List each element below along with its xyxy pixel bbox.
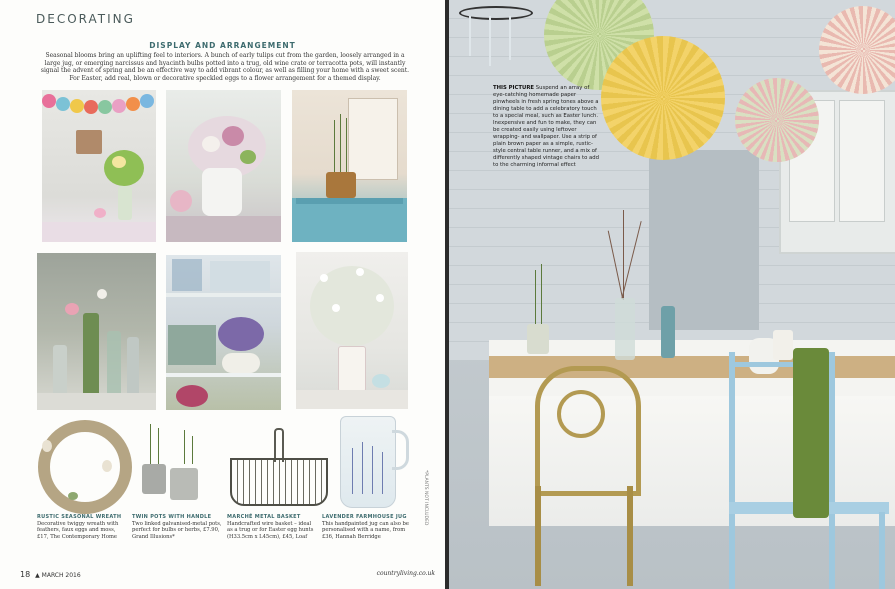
caption-jug-title: LAVENDER FARMHOUSE JUG [322, 514, 407, 520]
product-wreath-image [38, 420, 124, 504]
gilt-chair [535, 366, 635, 589]
photo-garland-bouquet [42, 90, 156, 242]
section-title: DECORATING [36, 12, 135, 26]
paper-fan-floral [735, 78, 819, 162]
caption-basket-text: Handcrafted wire basket – ideal as a trug or for Easter egg hunts (H33.5cm x L45cm), £45, Loaf [227, 520, 314, 540]
intro-paragraph: Seasonal blooms bring an uplifting feel to interiors. A bunch of early tulips cut from the garden, loosely arranged in a large jug, or emerging narcissus and hyacinth bulbs potted into a trug, old wine crate or terracotta pots, will instantly signal the advent of spring and be an effective way to add vibrant colour, as well as filling your home with a sweet scent. For Easter, add real, blown or decorative speckled eggs to a flower arrangement for a themed display. [40, 52, 410, 82]
right-page-photo [449, 0, 895, 589]
photo-caption [493, 85, 601, 169]
caption-twin-pots [132, 514, 222, 540]
issue-date: MARCH 2016 [41, 572, 81, 579]
photo-glass-bottles [37, 253, 156, 410]
caption-wreath-title: RUSTIC SEASONAL WREATH [37, 514, 122, 520]
caption-jug [322, 514, 412, 540]
photo-crate-narcissus [292, 90, 407, 242]
caption-lead: THIS PICTURE [493, 85, 535, 91]
product-basket-image [228, 428, 328, 508]
caption-jug-text: This handpainted jug can also be personalised with a name, from £36, Hannah Berridge [322, 520, 409, 540]
rooster-icon: ▲ [35, 572, 40, 579]
caption-wreath [37, 514, 127, 540]
paper-fan-yellow [601, 36, 725, 160]
caption-body: Suspend an array of eye-catching homemade paper pinwheels in fresh spring tones above a dining table to add a celebratory touch to a special meal, such as Easter lunch. Inexpensive and fun to make, they can be created easily using leftover wrapping- and wallpaper. Use a strip of plain brown paper as a simple, rustic-style central table runner, and a mix of differently shaped vintage chairs to add to the charming informal effect [493, 85, 599, 168]
caption-twin-pots-title: TWIN POTS WITH HANDLE [132, 514, 212, 520]
green-cardigan [793, 348, 829, 518]
website-url: countryliving.co.uk [376, 570, 435, 577]
page-number: 18 [20, 570, 31, 579]
photo-shelf-hyacinths [166, 255, 281, 410]
photo-jug-tulips [166, 90, 281, 242]
caption-wreath-text: Decorative twiggy wreath with feathers, faux eggs and moss, £17, The Contemporary Home [37, 520, 119, 540]
plants-note: *PLANTS NOT INCLUDED [423, 470, 428, 526]
page-footer-left [20, 570, 81, 579]
caption-basket-title: MARCHÉ METAL BASKET [227, 514, 301, 520]
caption-basket [227, 514, 317, 540]
chandelier [449, 0, 539, 70]
article-heading: DISPLAY AND ARRANGEMENT [149, 41, 296, 50]
photo-white-blossom [296, 252, 408, 409]
left-page [0, 0, 445, 589]
caption-twin-pots-text: Two linked galvanised-metal pots, perfect for bulbs or herbs, £7.90, Grand Illusions* [132, 520, 222, 540]
product-twin-pots-image [136, 420, 216, 504]
product-jug-image [334, 414, 414, 510]
